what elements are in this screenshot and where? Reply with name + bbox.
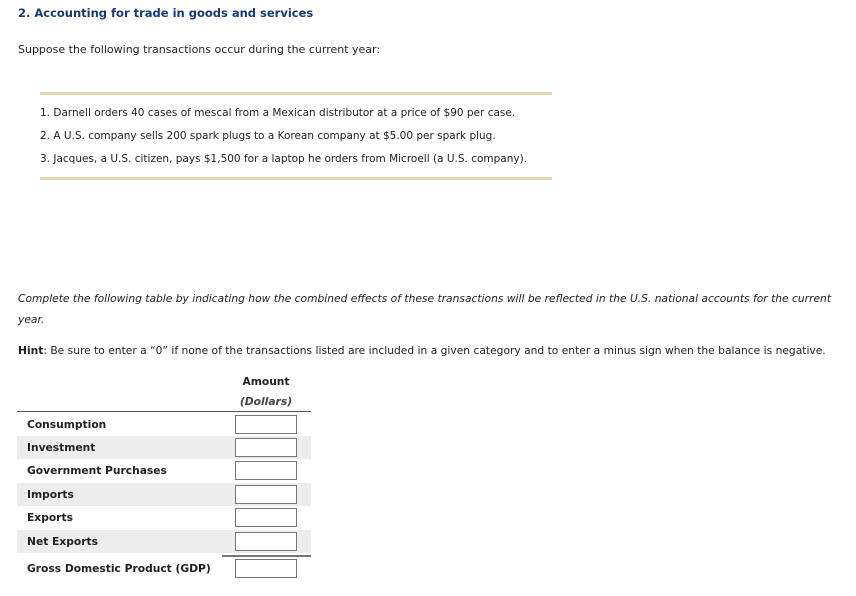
table-row-investment [17,436,311,459]
row-label: Net Exports [27,535,98,548]
table-row-consumption [17,413,311,436]
table-row-gdp [17,557,311,580]
row-label: Government Purchases [27,464,167,477]
table-row-imports [17,483,311,506]
row-label: Investment [27,441,96,454]
consumption-input[interactable] [235,415,297,434]
transactions-box [40,92,552,180]
row-label: Exports [27,511,73,524]
instructions-text: Complete the following table by indicating how the combined effects of these transactions will be reflected in the U.S. national accounts for the current year. [18,292,832,326]
question-title: 2. Accounting for trade in goods and services [18,6,314,20]
intro-text: Suppose the following transactions occur during the current year: [18,43,381,56]
row-label: Imports [27,488,74,501]
hint-text [18,344,826,357]
amount-column-header: Amount [242,375,290,388]
amount-column-unit: (Dollars) [239,395,293,408]
hint-body: : Be sure to enter a “0” if none of the transactions listed are included in a given category and to enter a minus sign when the balance is negative. [43,344,826,357]
net-exports-input[interactable] [235,532,297,551]
transaction-item: 3. Jacques, a U.S. citizen, pays $1,500 for a laptop he orders from Microell (a U.S. company). [40,153,528,165]
table-header-rule [17,411,311,412]
table-row-exports [17,506,311,529]
exports-input[interactable] [235,508,297,527]
government-purchases-input[interactable] [235,461,297,480]
row-label: Gross Domestic Product (GDP) [27,562,211,575]
table-row-government-purchases [17,459,311,482]
investment-input[interactable] [235,438,297,457]
transaction-item: 2. A U.S. company sells 200 spark plugs to a Korean company at $5.00 per spark plug. [40,130,496,142]
table-row-net-exports [17,530,311,553]
hint-label: Hint [18,344,44,357]
row-label: Consumption [27,418,107,431]
gdp-input[interactable] [235,559,297,578]
imports-input[interactable] [235,485,297,504]
transaction-item: 1. Darnell orders 40 cases of mescal from a Mexican distributor at a price of $90 per case. [40,107,516,119]
